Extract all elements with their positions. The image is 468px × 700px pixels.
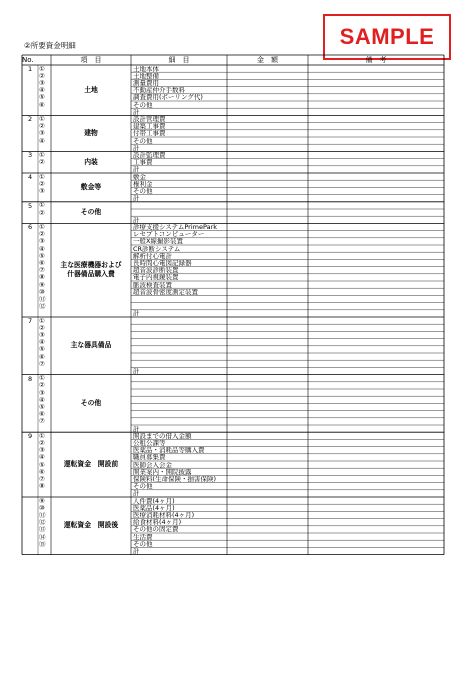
detail-cell: 医薬品(4ヶ月) [133, 504, 175, 512]
detail-cell: 医師会入会金 [133, 461, 172, 469]
detail-cell: 医薬品・消耗品等購入費 [133, 447, 205, 454]
detail-cell: 電子内視鏡装置 [133, 274, 179, 281]
detail-cell: 計 [133, 368, 140, 375]
group-number: 5 [28, 202, 33, 210]
group-label: 主な器具備品 [70, 341, 112, 350]
item-number-mark: ③ [39, 80, 45, 87]
detail-cell: 公租公課等 [133, 440, 166, 447]
detail-cell: 開業案内・開院披露 [133, 468, 192, 476]
detail-cell: 開設までの借入金額 [133, 432, 192, 440]
detail-cell: 保険料(生命保険・損害保険) [133, 476, 217, 483]
item-number-mark: ① [39, 173, 45, 181]
item-number-mark: ⑦ [39, 418, 45, 425]
item-number-mark: ⑤ [39, 252, 45, 260]
detail-cell: その他 [133, 483, 153, 490]
group-label: 運転資金 開設前 [63, 460, 119, 468]
detail-cell: 計 [133, 166, 140, 173]
detail-cell: 設計管理費 [133, 116, 166, 123]
item-number-mark: ⑨ [39, 281, 45, 289]
item-number-mark: ⑤ [39, 346, 45, 353]
section-title: ②所要資金明細 [24, 41, 76, 50]
detail-cell: 調査費用(ボーリング代) [133, 94, 203, 101]
item-number-mark: ② [39, 180, 45, 188]
detail-cell: 工事費 [133, 159, 153, 166]
item-number-mark: ⑦ [39, 360, 45, 368]
detail-cell: 計 [133, 490, 140, 497]
group-label: 敷金等 [80, 182, 102, 191]
item-number-mark: ② [39, 440, 45, 447]
item-number-mark: ① [39, 317, 45, 325]
group-number: 8 [28, 375, 33, 383]
group-label: その他 [80, 208, 102, 216]
group-label: 建物 [84, 128, 98, 137]
group-label: 内装 [84, 157, 98, 166]
detail-cell: 人件費(4ヶ月) [133, 497, 175, 505]
group-number: 1 [28, 66, 33, 73]
group-label: 土地 [84, 85, 98, 94]
detail-cell: 土地整備 [133, 72, 159, 80]
item-number-mark: ⑩ [39, 504, 45, 512]
detail-cell: 計 [133, 144, 140, 152]
item-number-mark: ⑭ [39, 533, 46, 541]
detail-cell: レセプトコンピューター [133, 231, 205, 238]
detail-cell: 診療支援システムPrimePark [133, 224, 218, 231]
detail-cell: その他の固定費 [133, 526, 179, 533]
item-number-mark: ① [39, 65, 45, 73]
detail-cell: その他 [133, 540, 153, 548]
group-number: 7 [28, 318, 33, 325]
header-item: 項 目 [80, 56, 102, 64]
item-number-mark: ⑨ [39, 497, 45, 505]
detail-cell: 測量費用 [133, 80, 159, 87]
item-number-mark: ⑤ [39, 461, 45, 469]
item-number-mark: ② [39, 159, 45, 166]
detail-cell: 職員募集費 [133, 454, 166, 461]
item-number-mark: ⑤ [39, 94, 45, 101]
item-number-mark: ⑧ [39, 274, 45, 281]
detail-cell: 不動産仲介手数料 [133, 87, 185, 94]
detail-cell: その他 [133, 101, 153, 109]
item-number-mark: ⑬ [39, 526, 46, 533]
item-number-mark: ⑦ [39, 267, 45, 274]
group-number: 9 [28, 433, 33, 440]
item-number-mark: ③ [39, 188, 45, 195]
detail-cell: 計 [133, 425, 140, 433]
item-number-mark: ⑦ [39, 476, 45, 483]
detail-cell: 超音波診断装置 [133, 267, 179, 274]
detail-cell: 権利金 [133, 180, 153, 188]
item-number-mark: ③ [39, 447, 45, 454]
group-number: 2 [28, 116, 33, 123]
item-number-mark: ⑥ [39, 468, 45, 476]
group-label: 主な医療機器および 什器備品購入費 [60, 261, 122, 279]
item-number-mark: ④ [39, 137, 45, 145]
detail-cell: 脈波検査装置 [133, 281, 172, 289]
detail-cell: 計 [133, 548, 140, 555]
item-number-mark: ④ [39, 396, 45, 404]
detail-cell: 超音波骨密度測定装置 [133, 288, 198, 296]
detail-cell: 設計監理費 [133, 152, 166, 159]
detail-cell: 付帯工事費 [133, 130, 166, 137]
group-number: 3 [28, 152, 33, 159]
detail-cell: 計 [133, 195, 140, 202]
item-number-mark: ⑤ [39, 404, 45, 411]
detail-cell: 解析付心電計 [133, 252, 172, 260]
item-number-mark: ⑧ [39, 483, 45, 490]
item-number-mark: ② [39, 209, 45, 217]
detail-cell: 敷金 [133, 173, 146, 181]
detail-cell: 計 [133, 216, 140, 224]
item-number-mark: ⑥ [39, 411, 45, 418]
detail-cell: 長時間心電図記録器 [133, 260, 192, 267]
item-number-mark: ⑮ [39, 540, 46, 548]
detail-cell: その他 [133, 137, 153, 145]
item-number-mark: ① [39, 116, 45, 123]
item-number-mark: ⑩ [39, 288, 45, 296]
item-number-mark: ⑪ [39, 296, 46, 303]
item-number-mark: ① [39, 224, 45, 231]
item-number-mark: ② [39, 123, 45, 130]
header-remarks: 備 考 [365, 56, 387, 64]
item-number-mark: ⑫ [39, 519, 46, 526]
sample-stamp: SAMPLE [323, 14, 451, 60]
item-number-mark: ③ [39, 389, 45, 397]
item-number-mark: ④ [39, 87, 45, 94]
item-number-mark: ⑫ [39, 303, 46, 310]
item-number-mark: ① [39, 202, 45, 209]
group-label: その他 [80, 398, 102, 407]
item-number-mark: ④ [39, 339, 45, 346]
detail-cell: その他 [133, 188, 153, 195]
detail-cell: 計 [133, 310, 140, 317]
item-number-mark: ⑥ [39, 260, 45, 267]
group-number: 4 [28, 174, 33, 181]
group-number: 6 [28, 224, 33, 231]
detail-cell: 計 [133, 108, 140, 116]
header-no: No. [22, 56, 34, 64]
item-number-mark: ④ [39, 245, 45, 253]
header-detail: 細 目 [168, 56, 190, 64]
detail-cell: 一般X線撮影装置 [133, 238, 183, 245]
header-amount: 金 額 [257, 56, 278, 64]
group-label: 運転資金 開設後 [63, 521, 119, 530]
item-number-mark: ② [39, 382, 45, 389]
detail-cell: 建築工事費 [133, 123, 166, 130]
item-number-mark: ③ [39, 130, 45, 137]
item-number-mark: ⑪ [39, 512, 46, 519]
detail-cell: 給食材料(4ヶ月) [133, 519, 182, 526]
detail-cell: 生活費 [133, 533, 153, 541]
item-number-mark: ⑥ [39, 101, 45, 109]
item-number-mark: ③ [39, 332, 45, 339]
detail-cell: 土地本体 [133, 65, 159, 73]
item-number-mark: ⑥ [39, 353, 45, 361]
detail-cell: 医療消耗材料(4ヶ月) [133, 512, 195, 519]
item-number-mark: ④ [39, 454, 45, 461]
item-number-mark: ② [39, 324, 45, 332]
item-number-mark: ② [39, 231, 45, 238]
item-number-mark: ② [39, 72, 45, 80]
item-number-mark: ① [39, 375, 45, 382]
detail-cell: CR診断システム [133, 245, 181, 253]
item-number-mark: ① [39, 152, 45, 159]
item-number-mark: ① [39, 432, 45, 440]
item-number-mark: ③ [39, 238, 45, 245]
